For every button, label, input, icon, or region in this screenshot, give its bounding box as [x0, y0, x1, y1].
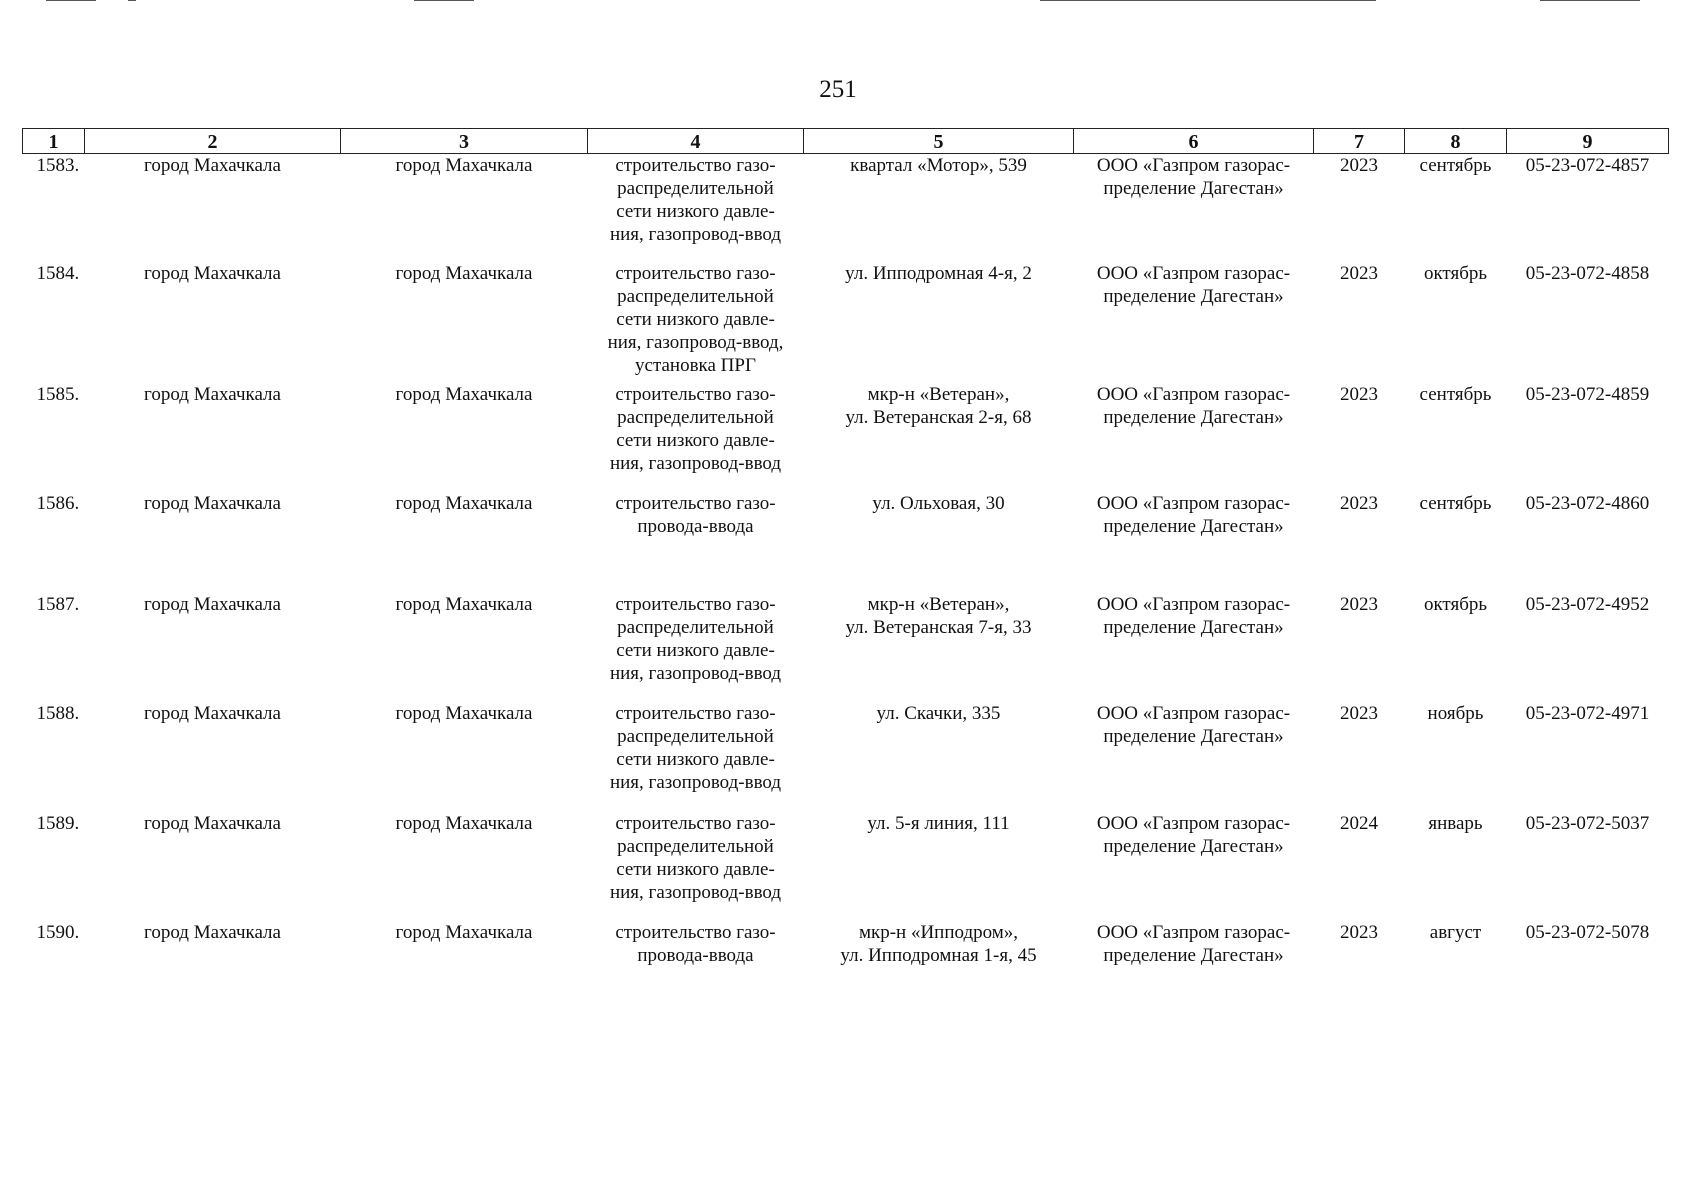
work-description-cell: строительство газо- распределительной сети низкого давле- ния, газопровод-ввод: [609, 593, 782, 684]
code-cell: 05-23-072-5037: [1525, 812, 1650, 834]
code-cell: 05-23-072-4971: [1525, 702, 1650, 724]
settlement-cell: город Махачкала: [395, 492, 533, 514]
header-row: [23, 129, 1669, 154]
year-cell: 2023: [1340, 262, 1378, 284]
settlement-cell: город Махачкала: [395, 702, 533, 724]
year-cell: 2023: [1340, 921, 1378, 943]
municipality-cell: город Махачкала: [144, 262, 281, 284]
year-cell: 2023: [1340, 492, 1378, 514]
year-cell: 2023: [1340, 155, 1378, 176]
municipality-cell: город Махачкала: [144, 383, 281, 405]
address-cell: мкр-н «Ветеран», ул. Ветеранская 7-я, 33: [845, 593, 1032, 638]
code-cell: 05-23-072-4860: [1525, 492, 1650, 514]
column-header: 4: [588, 129, 804, 154]
code-cell: 05-23-072-5078: [1525, 921, 1650, 943]
scan-edge-mark: [1040, 0, 1376, 1]
work-description-cell: строительство газо- провода-ввода: [615, 492, 776, 537]
address-cell: ул. 5-я линия, 111: [867, 812, 1010, 834]
table-row: [23, 154, 1669, 262]
organization-cell: ООО «Газпром газорас- пределение Дагестан»: [1096, 155, 1291, 199]
scan-edge-mark: [1540, 0, 1640, 1]
scan-edge-mark: [46, 0, 96, 1]
column-header: 6: [1074, 129, 1314, 154]
settlement-cell: город Махачкала: [395, 593, 533, 615]
work-description-cell: строительство газо- провода-ввода: [615, 921, 776, 966]
row-number: 1584.: [36, 262, 80, 284]
municipality-cell: город Махачкала: [144, 702, 281, 724]
month-cell: сентябрь: [1419, 383, 1492, 405]
column-header: 8: [1405, 129, 1507, 154]
settlement-cell: город Махачкала: [395, 262, 533, 284]
municipality-cell: город Махачкала: [144, 492, 281, 514]
year-cell: 2023: [1340, 702, 1378, 724]
column-header: 3: [341, 129, 588, 154]
organization-cell: ООО «Газпром газорас- пределение Дагестан»: [1096, 383, 1291, 428]
settlement-cell: город Махачкала: [395, 812, 533, 834]
row-number: 1589.: [36, 812, 80, 834]
work-description-cell: строительство газо- распределительной сети низкого давле- ния, газопровод-ввод: [609, 155, 782, 245]
month-cell: октябрь: [1423, 593, 1488, 615]
table-row: [23, 812, 1669, 921]
column-header: 1: [23, 129, 85, 154]
organization-cell: ООО «Газпром газорас- пределение Дагестан»: [1096, 812, 1291, 857]
code-cell: 05-23-072-4857: [1525, 155, 1650, 176]
municipality-cell: город Махачкала: [144, 812, 281, 834]
work-description-cell: строительство газо- распределительной сети низкого давле- ния, газопровод-ввод, установка ПРГ: [607, 262, 784, 376]
column-header: 9: [1507, 129, 1669, 154]
month-cell: август: [1429, 921, 1482, 943]
code-cell: 05-23-072-4952: [1525, 593, 1650, 615]
code-cell: 05-23-072-4858: [1525, 262, 1650, 284]
table-row: [23, 921, 1669, 981]
address-cell: ул. Скачки, 335: [876, 702, 1001, 724]
register-table: [22, 128, 1669, 981]
address-cell: квартал «Мотор», 539: [850, 155, 1027, 176]
work-description-cell: строительство газо- распределительной сети низкого давле- ния, газопровод-ввод: [609, 702, 782, 793]
month-cell: январь: [1428, 812, 1483, 834]
address-cell: мкр-н «Ветеран», ул. Ветеранская 2-я, 68: [845, 383, 1032, 428]
scan-edge-mark: [128, 0, 136, 1]
column-header: 7: [1314, 129, 1405, 154]
column-header: 2: [85, 129, 341, 154]
table-row: [23, 593, 1669, 702]
work-description-cell: строительство газо- распределительной сети низкого давле- ния, газопровод-ввод: [609, 812, 782, 903]
settlement-cell: город Махачкала: [395, 383, 533, 405]
table-row: [23, 262, 1669, 383]
column-header: 5: [804, 129, 1074, 154]
table-row: [23, 702, 1669, 812]
organization-cell: ООО «Газпром газорас- пределение Дагестан»: [1096, 702, 1291, 747]
row-number: 1587.: [36, 593, 80, 615]
work-description-cell: строительство газо- распределительной сети низкого давле- ния, газопровод-ввод: [609, 383, 782, 474]
month-cell: сентябрь: [1419, 155, 1492, 176]
year-cell: 2023: [1340, 383, 1378, 405]
address-cell: ул. Ипподромная 4-я, 2: [845, 262, 1032, 284]
table-row: [23, 492, 1669, 593]
organization-cell: ООО «Газпром газорас- пределение Дагестан»: [1096, 921, 1291, 966]
code-cell: 05-23-072-4859: [1525, 383, 1650, 405]
month-cell: ноябрь: [1427, 702, 1484, 724]
organization-cell: ООО «Газпром газорас- пределение Дагестан»: [1096, 492, 1291, 537]
row-number: 1588.: [36, 702, 80, 724]
month-cell: сентябрь: [1419, 492, 1492, 514]
month-cell: октябрь: [1423, 262, 1488, 284]
row-number: 1586.: [36, 492, 80, 514]
year-cell: 2024: [1340, 812, 1378, 834]
organization-cell: ООО «Газпром газорас- пределение Дагестан»: [1096, 262, 1291, 307]
address-cell: мкр-н «Ипподром», ул. Ипподромная 1-я, 45: [840, 921, 1037, 966]
scan-edge-mark: [414, 0, 474, 1]
row-number: 1590.: [36, 921, 80, 943]
municipality-cell: город Махачкала: [144, 593, 281, 615]
organization-cell: ООО «Газпром газорас- пределение Дагестан»: [1096, 593, 1291, 638]
address-cell: ул. Ольховая, 30: [872, 492, 1005, 514]
page-number: 251: [819, 76, 857, 103]
row-number: 1583.: [36, 155, 80, 176]
settlement-cell: город Махачкала: [395, 155, 533, 176]
row-number: 1585.: [36, 383, 80, 405]
municipality-cell: город Махачкала: [144, 921, 281, 943]
table-row: [23, 383, 1669, 492]
year-cell: 2023: [1340, 593, 1378, 615]
municipality-cell: город Махачкала: [144, 155, 281, 176]
settlement-cell: город Махачкала: [395, 921, 533, 943]
